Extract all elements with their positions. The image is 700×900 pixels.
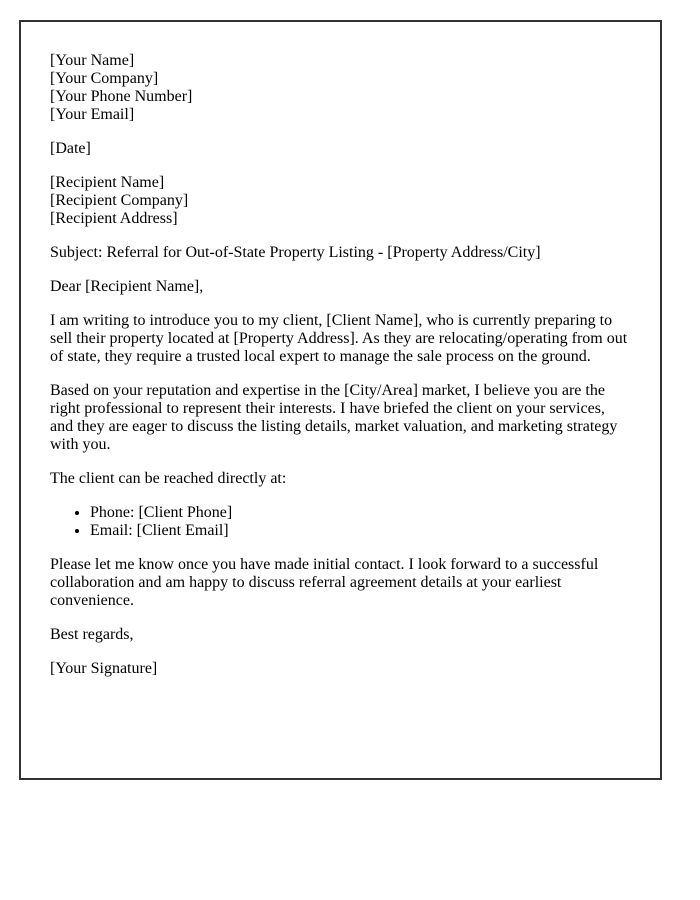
sign-off: Best regards, <box>50 626 134 643</box>
paragraph-reputation: Based on your reputation and expertise in the [City/Area] market, I believe you are the right professional to represent their interests. I have briefed the client on your services, and they are eager to discuss the listing details, market valuation, and marketing strategy with you. <box>50 382 618 453</box>
sender-email: [Your Email] <box>50 106 135 123</box>
recipient-address: [Recipient Address] <box>50 210 178 227</box>
paragraph-contact-intro: The client can be reached directly at: <box>50 470 287 487</box>
paragraph-intro: I am writing to introduce you to my client, [Client Name], who is currently preparing to sell their property located at [Property Address]. As they are relocating/operating from out of state, they require a trusted local expert to manage the sale process on the ground. <box>50 312 628 365</box>
list-item-client-email: • Email: [Client Email] <box>90 522 630 540</box>
sender-block <box>50 52 630 124</box>
client-contact-list <box>50 504 630 540</box>
paragraph-closing: Please let me know once you have made initial contact. I look forward to a successful collaboration and am happy to discuss referral agreement details at your earliest convenience. <box>50 556 599 609</box>
signature: [Your Signature] <box>50 660 158 677</box>
sender-phone: [Your Phone Number] <box>50 88 193 105</box>
recipient-company: [Recipient Company] <box>50 192 189 209</box>
salutation: Dear [Recipient Name], <box>50 278 204 295</box>
date-line: [Date] <box>50 140 91 157</box>
recipient-name: [Recipient Name] <box>50 174 165 191</box>
sender-company: [Your Company] <box>50 70 159 87</box>
subject-line: Subject: Referral for Out-of-State Property Listing - [Property Address/City] <box>50 244 541 261</box>
list-item-client-phone: • Phone: [Client Phone] <box>90 504 630 522</box>
recipient-block <box>50 174 630 228</box>
letter-document <box>19 20 662 780</box>
sender-name: [Your Name] <box>50 52 135 69</box>
